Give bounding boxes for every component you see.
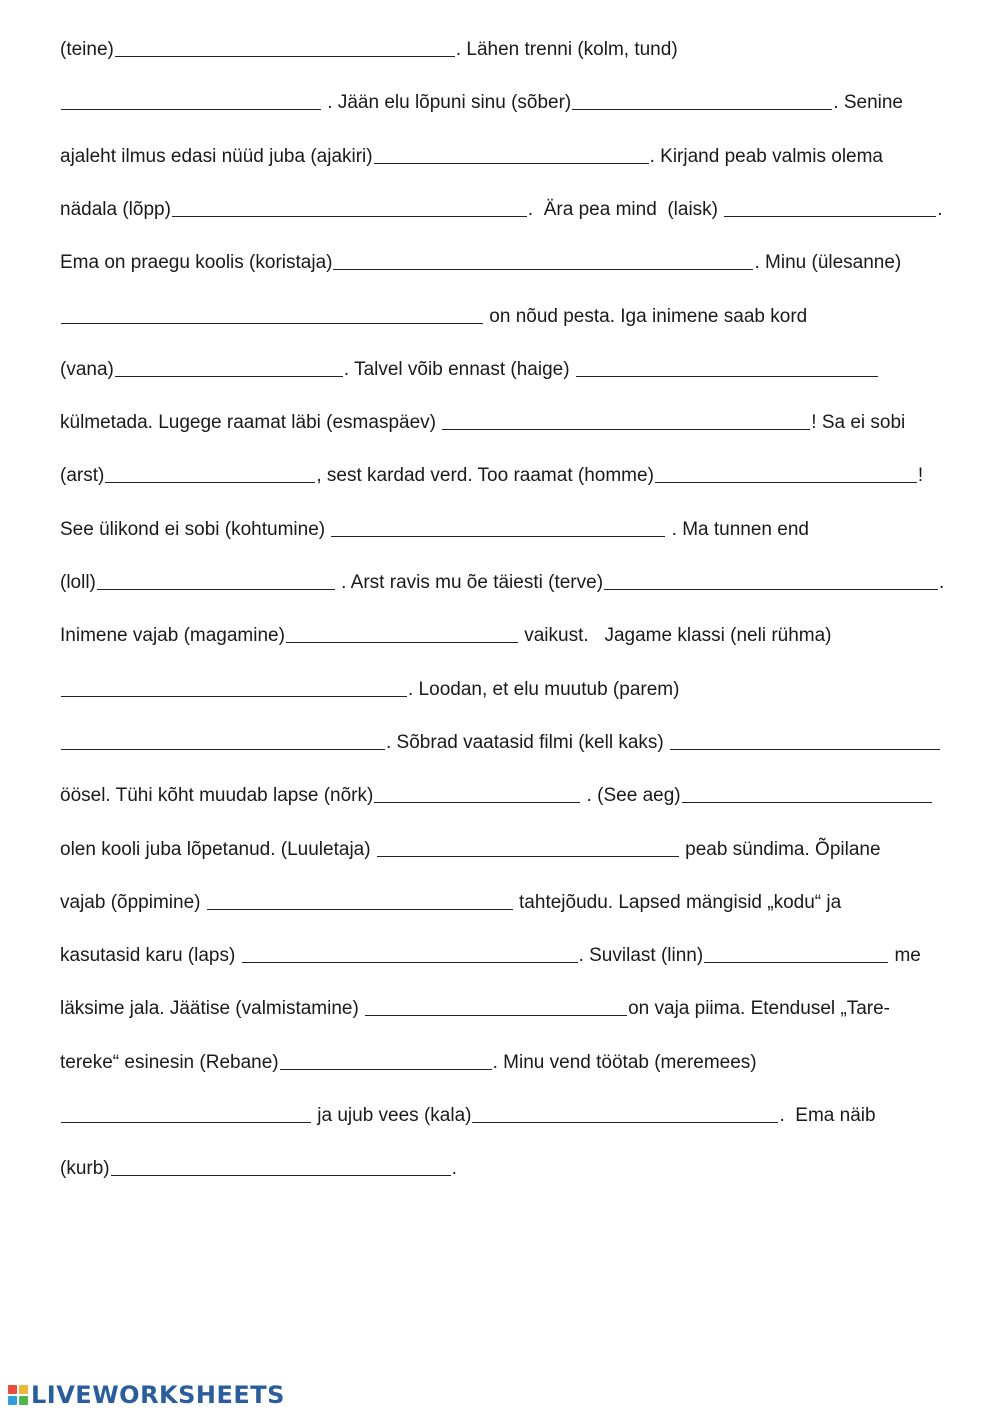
answer-blank[interactable] — [172, 196, 527, 217]
sentence-line — [60, 87, 903, 117]
logo-square-green — [19, 1396, 28, 1405]
liveworksheets-logo — [8, 1381, 285, 1409]
sentence-line — [60, 993, 890, 1023]
sentence-line — [60, 460, 923, 490]
answer-blank[interactable] — [61, 729, 385, 750]
sentence-text: ! — [917, 465, 924, 486]
sentence-line — [60, 620, 832, 650]
sentence-line — [60, 247, 901, 277]
sentence-line — [60, 194, 943, 224]
sentence-text: . Talvel võib ennast (haige) — [343, 359, 575, 380]
sentence-text: tereke“ esinesin (Rebane) — [60, 1052, 279, 1073]
answer-blank[interactable] — [724, 196, 936, 217]
sentence-line — [60, 354, 879, 384]
answer-blank[interactable] — [670, 729, 940, 750]
sentence-text: . Arst ravis mu õe täiesti (terve) — [335, 572, 604, 593]
sentence-text: , sest kardad verd. Too raamat (homme) — [316, 465, 654, 486]
sentence-line — [60, 514, 809, 544]
answer-blank[interactable] — [280, 1049, 492, 1070]
answer-blank[interactable] — [242, 942, 578, 963]
sentence-text: . Sõbrad vaatasid filmi (kell kaks) — [386, 732, 669, 753]
answer-blank[interactable] — [377, 836, 679, 857]
sentence-text: (vana) — [60, 359, 114, 380]
sentence-line — [60, 407, 905, 437]
sentence-text: Inimene vajab (magamine) — [60, 625, 285, 646]
answer-blank[interactable] — [333, 249, 753, 270]
sentence-text: ja ujub vees (kala) — [312, 1105, 472, 1126]
answer-blank[interactable] — [115, 356, 343, 377]
answer-blank[interactable] — [704, 942, 888, 963]
answer-blank[interactable] — [61, 303, 483, 324]
answer-blank[interactable] — [61, 89, 321, 110]
logo-square-blue — [8, 1396, 17, 1405]
sentence-text: külmetada. Lugege raamat läbi (esmaspäev) — [60, 412, 442, 433]
sentence-text: Ema on praegu koolis (koristaja) — [60, 252, 333, 273]
sentence-text: . Lähen trenni (kolm, tund) — [455, 39, 678, 60]
logo-text: LIVEWORKSHEETS — [31, 1381, 285, 1409]
answer-blank[interactable] — [572, 89, 832, 110]
sentence-text: . Senine — [833, 92, 903, 113]
answer-blank[interactable] — [374, 782, 580, 803]
answer-blank[interactable] — [61, 676, 407, 697]
logo-squares-icon — [8, 1385, 28, 1405]
sentence-text: See ülikond ei sobi (kohtumine) — [60, 519, 331, 540]
sentence-line — [60, 834, 881, 864]
sentence-line — [60, 34, 678, 64]
sentence-line — [60, 1047, 757, 1077]
answer-blank[interactable] — [374, 143, 649, 164]
answer-blank[interactable] — [655, 462, 917, 483]
sentence-text: . Loodan, et elu muutub (parem) — [408, 679, 680, 700]
sentence-text: . — [937, 199, 943, 220]
sentence-text: ! Sa ei sobi — [811, 412, 906, 433]
sentence-text: . Kirjand peab valmis olema — [649, 146, 883, 167]
sentence-text: . Minu (ülesanne) — [754, 252, 902, 273]
sentence-text: läksime jala. Jäätise (valmistamine) — [60, 998, 365, 1019]
answer-blank[interactable] — [472, 1102, 778, 1123]
answer-blank[interactable] — [286, 622, 518, 643]
sentence-line — [60, 1100, 876, 1130]
sentence-text: vaikust. Jagame klassi (neli rühma) — [518, 625, 832, 646]
sentence-line — [60, 940, 921, 970]
answer-blank[interactable] — [604, 569, 938, 590]
sentence-text: . Suvilast (linn) — [578, 945, 704, 966]
sentence-text: on nõud pesta. Iga inimene saab kord — [484, 306, 808, 327]
sentence-text: . Ma tunnen end — [666, 519, 809, 540]
sentence-text: . Jään elu lõpuni sinu (sõber) — [322, 92, 572, 113]
answer-blank[interactable] — [682, 782, 932, 803]
answer-blank[interactable] — [576, 356, 878, 377]
sentence-line — [60, 727, 941, 757]
sentence-text: . — [451, 1158, 457, 1179]
answer-blank[interactable] — [61, 1102, 311, 1123]
sentence-text: nädala (lõpp) — [60, 199, 171, 220]
sentence-text: vajab (õppimine) — [60, 892, 206, 913]
answer-blank[interactable] — [97, 569, 335, 590]
sentence-text: me — [889, 945, 921, 966]
sentence-text: öösel. Tühi kõht muudab lapse (nõrk) — [60, 785, 374, 806]
sentence-text: olen kooli juba lõpetanud. (Luuletaja) — [60, 839, 376, 860]
sentence-line — [60, 301, 807, 331]
answer-blank[interactable] — [105, 462, 315, 483]
sentence-line — [60, 887, 841, 917]
sentence-text: . Ära pea mind (laisk) — [527, 199, 724, 220]
logo-square-yellow — [19, 1385, 28, 1394]
sentence-text: on vaja piima. Etendusel „Tare- — [628, 998, 891, 1019]
sentence-text: . Ema näib — [779, 1105, 876, 1126]
sentence-text: peab sündima. Õpilane — [679, 839, 881, 860]
sentence-line — [60, 780, 933, 810]
sentence-line — [60, 141, 883, 171]
answer-blank[interactable] — [331, 516, 665, 537]
sentence-text: (kurb) — [60, 1158, 110, 1179]
sentence-line — [60, 674, 679, 704]
answer-blank[interactable] — [207, 889, 513, 910]
sentence-text: . Minu vend töötab (meremees) — [492, 1052, 757, 1073]
sentence-text: kasutasid karu (laps) — [60, 945, 241, 966]
answer-blank[interactable] — [115, 36, 455, 57]
sentence-text: (loll) — [60, 572, 96, 593]
sentence-text: . (See aeg) — [581, 785, 681, 806]
sentence-text: tahtejõudu. Lapsed mängisid „kodu“ ja — [513, 892, 842, 913]
sentence-text: (arst) — [60, 465, 105, 486]
sentence-line — [60, 1153, 457, 1183]
sentence-line — [60, 567, 944, 597]
answer-blank[interactable] — [111, 1155, 451, 1176]
answer-blank[interactable] — [365, 995, 627, 1016]
answer-blank[interactable] — [442, 409, 810, 430]
logo-square-red — [8, 1385, 17, 1394]
sentence-text: (teine) — [60, 39, 114, 60]
sentence-text: ajaleht ilmus edasi nüüd juba (ajakiri) — [60, 146, 373, 167]
sentence-text: . — [939, 572, 945, 593]
